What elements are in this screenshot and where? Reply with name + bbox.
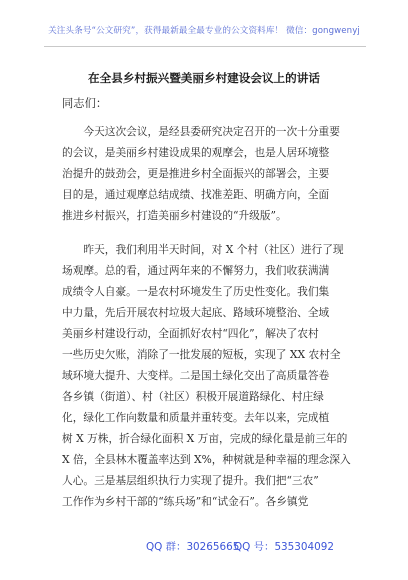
header-banner: 关注头条号“公文研究”，获得最新最全最专业的公文资料库！ 微信：gongwenyj [48,26,360,36]
body-line: 一些历史欠账，消除了一批发展的短板，实现了 XX 农村全 [62,348,341,361]
body-line: 治提升的鼓劲会，更是推进乡村全面振兴的部署会，主要 [62,167,330,180]
footer-qq-group: QQ 群：30265665 [146,541,240,553]
body-line: 目的是，通过观摩总结成绩、找准差距、明确方向，全面 [62,188,330,201]
body-line: 化，绿化工作向数量和质量并重转变。去年以来，完成植 [62,411,330,424]
footer-qq-number: QQ 号：535304092 [234,541,334,553]
body-line: 今天这次会议，是经县委研究决定召开的一次十分重要 [62,125,340,138]
body-line: 各乡镇（街道）、村（社区）积极开展道路绿化、村庄绿 [62,390,324,403]
document-title: 在全县乡村振兴暨美丽乡村建设会议上的讲话 [88,71,320,85]
body-line: 树 X 万株，折合绿化面积 X 万亩，完成的绿化量是前三年的 [62,432,348,445]
salutation: 同志们： [62,97,108,110]
body-line: 美丽乡村建设行动，全面抓好农村“四化”，解决了农村 [62,327,319,340]
header-divider [44,46,366,47]
body-line: X 倍，全县林木覆盖率达到 X%，种树就是种幸福的理念深入 [62,453,351,466]
body-line: 人心。三是基层组织执行力实现了提升。我们把“三农” [62,474,319,487]
body-line: 昨天，我们利用半天时间，对 X 个村（社区）进行了现 [62,243,344,256]
body-line: 的会议，是美丽乡村建设成果的观摩会，也是人居环境整 [62,146,330,159]
body-line: 成绩令人自豪。一是农村环境发生了历史性变化。我们集 [62,285,330,298]
body-line: 场观摩。总的看，通过两年来的不懈努力，我们收获满满 [62,264,330,277]
body-line: 推进乡村振兴，打造美丽乡村建设的“升级版”。 [62,209,287,222]
body-line: 工作作为乡村干部的“练兵场”和“试金石”。各乡镇党 [62,495,309,508]
body-line: 域环境大提升、大变样。二是国土绿化交出了高质量答卷 [62,369,330,382]
body-line: 中力量，先后开展农村垃圾大起底、路域环境整治、全域 [62,306,330,319]
